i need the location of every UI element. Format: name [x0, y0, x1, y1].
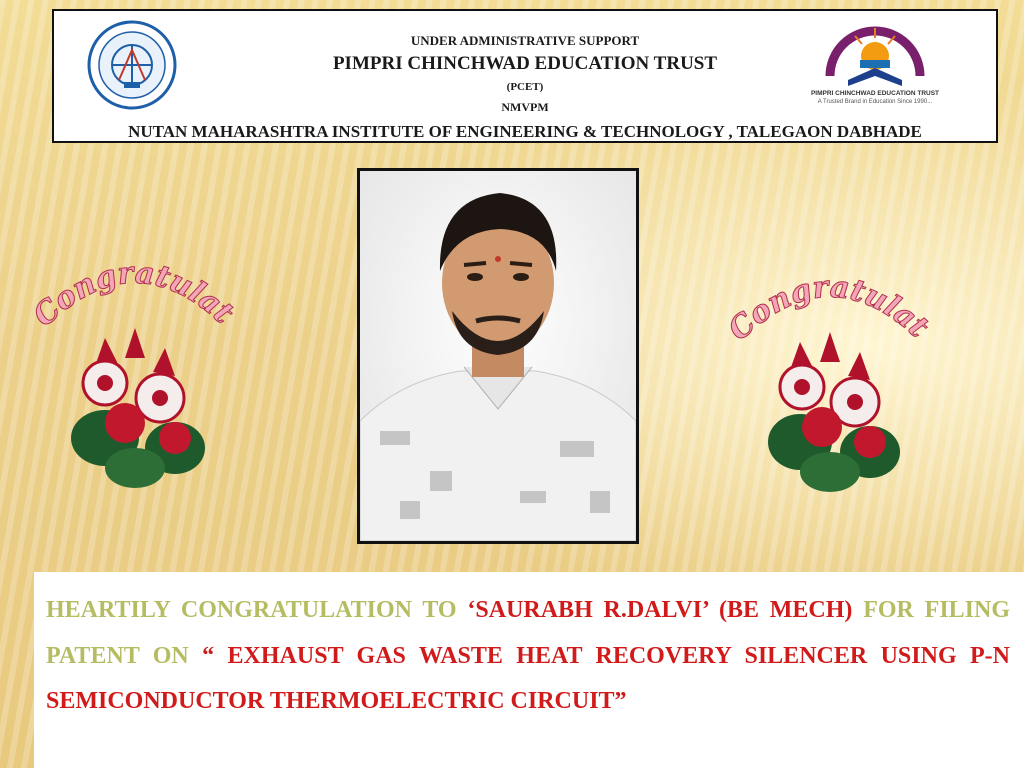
header-line-1: UNDER ADMINISTRATIVE SUPPORT — [410, 33, 640, 48]
congratulation-message-box — [34, 572, 1024, 768]
header-trust-name: PIMPRI CHINCHWAD EDUCATION TRUST — [332, 53, 718, 74]
congratulation-message — [46, 588, 1010, 725]
flower-bouquet-icon — [768, 332, 900, 492]
congrats-text-right: ongratulat — [741, 269, 936, 345]
header-nmvpm: NMVPM — [501, 100, 549, 114]
flower-bouquet-icon — [71, 328, 205, 488]
congrats-text-left: Congratulat — [26, 255, 241, 334]
pcet-emblem-icon — [810, 16, 940, 90]
message-patent-intro: FOR FILING PATENT ON — [46, 597, 1011, 669]
pcet-logo-caption: PIMPRI CHINCHWAD EDUCATION TRUST — [810, 90, 940, 97]
student-name: ‘SAURABH R.DALVI’ (BE MECH) — [467, 597, 853, 623]
svg-text:Congratulations — [25, 248, 240, 334]
pcet-logo-tagline: A Trusted Brand in Education Since 1990... — [817, 99, 933, 105]
header-trust-abbr: (PCET) — [506, 81, 544, 93]
congratulations-bouquet-right — [730, 262, 950, 512]
student-photo — [357, 168, 639, 544]
message-intro: HEARTILY CONGRATULATION TO — [46, 597, 468, 623]
pcet-logo — [810, 16, 940, 112]
congratulations-bouquet-left — [25, 248, 245, 498]
header-institute-name: NUTAN MAHARASHTRA INSTITUTE OF ENGINEERING & TECHNOLOGY , TALEGAON DABHADE — [128, 122, 922, 141]
institution-header — [52, 9, 998, 143]
portrait-image — [360, 171, 636, 541]
patent-title: “ EXHAUST GAS WASTE HEAT RECOVERY SILENCER USING P-N SEMICONDUCTOR THERMOELECTRIC CIRCUIT” — [46, 642, 1010, 714]
svg-text:Congratulations — [730, 262, 935, 348]
